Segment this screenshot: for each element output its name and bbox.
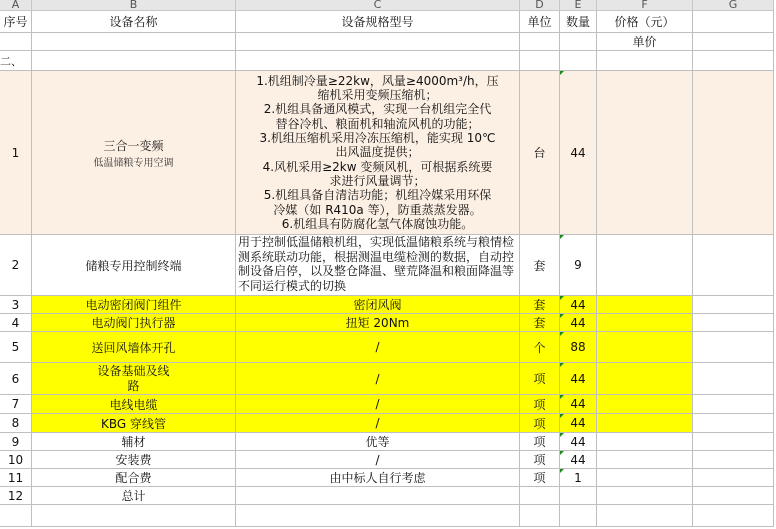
cell-spec[interactable]: / <box>236 451 520 469</box>
cell-no[interactable]: 5 <box>0 332 32 363</box>
table-row <box>0 433 774 451</box>
empty-cell[interactable] <box>32 33 236 51</box>
cell-unit[interactable]: 套 <box>520 314 560 332</box>
column-header-c[interactable]: C <box>236 0 520 11</box>
cell-unit[interactable]: 项 <box>520 451 560 469</box>
empty-cell[interactable] <box>693 314 774 332</box>
cell-name[interactable]: 设备基础及线 路 <box>32 363 236 395</box>
column-header-e[interactable]: E <box>560 0 597 11</box>
cell-name[interactable]: KBG 穿线管 <box>32 414 236 433</box>
empty-cell[interactable] <box>520 51 560 71</box>
cell-name[interactable]: 配合费 <box>32 469 236 487</box>
empty-cell[interactable] <box>693 71 774 235</box>
column-header-a[interactable]: A <box>0 0 32 11</box>
empty-cell[interactable] <box>597 51 693 71</box>
cell-name[interactable]: 总计 <box>32 487 236 505</box>
cell-unit[interactable] <box>520 487 560 505</box>
cell-spec[interactable]: / <box>236 414 520 433</box>
cell-spec[interactable]: / <box>236 332 520 363</box>
table-row <box>0 314 774 332</box>
empty-cell[interactable] <box>693 332 774 363</box>
header-qty[interactable]: 数量 <box>560 11 597 33</box>
empty-cell[interactable] <box>0 505 32 527</box>
empty-row <box>0 505 774 527</box>
cell-spec[interactable]: / <box>236 395 520 414</box>
cell-unit[interactable]: 项 <box>520 363 560 395</box>
empty-cell[interactable] <box>693 433 774 451</box>
table-header-row <box>0 11 774 33</box>
cell-name[interactable]: 辅材 <box>32 433 236 451</box>
cell-name[interactable]: 电线电缆 <box>32 395 236 414</box>
table-row <box>0 296 774 314</box>
cell-unit[interactable]: 套 <box>520 235 560 296</box>
cell-price[interactable] <box>597 433 693 451</box>
empty-cell[interactable] <box>693 505 774 527</box>
cell-price[interactable] <box>597 395 693 414</box>
cell-no[interactable]: 7 <box>0 395 32 414</box>
table-row <box>0 395 774 414</box>
cell-price[interactable] <box>597 451 693 469</box>
empty-cell[interactable] <box>560 51 597 71</box>
empty-cell[interactable] <box>520 33 560 51</box>
cell-name[interactable] <box>32 71 236 235</box>
empty-cell[interactable] <box>693 487 774 505</box>
header-unit-price[interactable]: 单价 <box>597 33 693 51</box>
cell-unit[interactable]: 套 <box>520 296 560 314</box>
header-unit[interactable]: 单位 <box>520 11 560 33</box>
cell-qty[interactable]: 44 <box>560 71 597 235</box>
header-price[interactable]: 价格（元） <box>597 11 693 33</box>
empty-cell[interactable] <box>597 505 693 527</box>
cell-qty[interactable]: 88 <box>560 332 597 363</box>
cell-price[interactable] <box>597 469 693 487</box>
column-header-b[interactable]: B <box>32 0 236 11</box>
table-row <box>0 332 774 363</box>
empty-cell[interactable] <box>693 11 774 33</box>
empty-cell[interactable] <box>32 51 236 71</box>
cell-no[interactable]: 1 <box>0 71 32 235</box>
cell-spec[interactable]: 优等 <box>236 433 520 451</box>
table-row <box>0 469 774 487</box>
cell-qty[interactable]: 44 <box>560 414 597 433</box>
header-no[interactable]: 序号 <box>0 11 32 33</box>
empty-cell[interactable] <box>693 51 774 71</box>
cell-no[interactable]: 8 <box>0 414 32 433</box>
cell-unit[interactable]: 项 <box>520 433 560 451</box>
cell-name[interactable]: 电动密闭阀门组件 <box>32 296 236 314</box>
cell-spec[interactable]: 由中标人自行考虑 <box>236 469 520 487</box>
table-row <box>0 414 774 433</box>
table-subheader-row <box>0 33 774 51</box>
cell-spec[interactable]: 密闭风阀 <box>236 296 520 314</box>
cell-qty[interactable]: 9 <box>560 235 597 296</box>
table-row <box>0 71 774 235</box>
empty-cell[interactable] <box>693 395 774 414</box>
empty-cell[interactable] <box>236 505 520 527</box>
cell-price[interactable] <box>597 235 693 296</box>
cell-unit[interactable]: 项 <box>520 414 560 433</box>
table-row <box>0 363 774 395</box>
empty-cell[interactable] <box>693 414 774 433</box>
column-header-row <box>0 0 774 11</box>
cell-qty[interactable]: 44 <box>560 395 597 414</box>
cell-name[interactable]: 安装费 <box>32 451 236 469</box>
cell-price[interactable] <box>597 296 693 314</box>
empty-cell[interactable] <box>0 33 32 51</box>
section-label[interactable]: 二、 <box>0 51 32 71</box>
cell-name-sublabel: 低温储粮专用空调 <box>93 157 174 169</box>
empty-cell[interactable] <box>693 363 774 395</box>
cell-name[interactable]: 电动阀门执行器 <box>32 314 236 332</box>
empty-cell[interactable] <box>236 51 520 71</box>
empty-cell[interactable] <box>693 235 774 296</box>
cell-spec[interactable]: 用于控制低温储粮机组，实现低温储粮系统与粮情检 测系统联动功能，根据测温电缆检测的数据，自动控 制设备启停，以及整仓降温、壁荒降温和粮面降温等 不同运行模式的切换 <box>236 235 520 296</box>
cell-qty[interactable]: 1 <box>560 469 597 487</box>
cell-qty[interactable]: 44 <box>560 296 597 314</box>
header-name[interactable]: 设备名称 <box>32 11 236 33</box>
empty-cell[interactable] <box>560 33 597 51</box>
header-spec[interactable]: 设备规格型号 <box>236 11 520 33</box>
cell-qty[interactable] <box>560 487 597 505</box>
cell-no[interactable]: 9 <box>0 433 32 451</box>
empty-cell[interactable] <box>693 451 774 469</box>
cell-unit[interactable]: 个 <box>520 332 560 363</box>
empty-cell[interactable] <box>693 296 774 314</box>
cell-price[interactable] <box>597 332 693 363</box>
cell-no[interactable]: 2 <box>0 235 32 296</box>
empty-cell[interactable] <box>693 469 774 487</box>
cell-no[interactable]: 10 <box>0 451 32 469</box>
cell-spec[interactable] <box>236 487 520 505</box>
table-row <box>0 487 774 505</box>
cell-no[interactable]: 11 <box>0 469 32 487</box>
table-row <box>0 235 774 296</box>
cell-price[interactable] <box>597 414 693 433</box>
cell-no[interactable]: 3 <box>0 296 32 314</box>
cell-no[interactable]: 4 <box>0 314 32 332</box>
cell-spec[interactable]: / <box>236 363 520 395</box>
column-header-g[interactable]: G <box>693 0 774 11</box>
empty-cell[interactable] <box>32 505 236 527</box>
cell-price[interactable] <box>597 314 693 332</box>
cell-price[interactable] <box>597 71 693 235</box>
cell-spec[interactable]: 扭矩 20Nm <box>236 314 520 332</box>
column-header-f[interactable]: F <box>597 0 693 11</box>
cell-name-label: 三合一变频 <box>103 138 164 153</box>
cell-unit[interactable]: 项 <box>520 395 560 414</box>
cell-qty[interactable]: 44 <box>560 433 597 451</box>
empty-cell[interactable] <box>693 33 774 51</box>
empty-cell[interactable] <box>560 505 597 527</box>
cell-qty[interactable]: 44 <box>560 363 597 395</box>
cell-name[interactable]: 送回风墙体开孔 <box>32 332 236 363</box>
cell-price[interactable] <box>597 363 693 395</box>
cell-spec[interactable]: 1.机组制冷量≥22kw，风量≥4000m³/h，压 缩机采用变频压缩机； 2.机组具备通风模式，实现一台机组完全代 替谷冷机、粮面机和轴流风机的功能； 3.机组压缩机采用冷冻压缩机，能实现 10℃ 出风温度提供； 4.风机采用≥2kw 变频风机，可根据系统要 求进行风量调节； 5.机组具备自清洁功能；机组冷媒采用环保 冷媒（如 R410a 等），防重蒸蒸发器。 6.机组具有防腐化氢气体腐蚀功能。 <box>236 71 520 235</box>
section-row <box>0 51 774 71</box>
cell-qty[interactable]: 44 <box>560 314 597 332</box>
cell-unit[interactable]: 台 <box>520 71 560 235</box>
column-header-d[interactable]: D <box>520 0 560 11</box>
empty-cell[interactable] <box>236 33 520 51</box>
cell-no[interactable]: 12 <box>0 487 32 505</box>
empty-cell[interactable] <box>520 505 560 527</box>
cell-no[interactable]: 6 <box>0 363 32 395</box>
cell-price[interactable] <box>597 487 693 505</box>
cell-name[interactable]: 储粮专用控制终端 <box>32 235 236 296</box>
cell-unit[interactable]: 项 <box>520 469 560 487</box>
cell-qty[interactable]: 44 <box>560 451 597 469</box>
table-row <box>0 451 774 469</box>
